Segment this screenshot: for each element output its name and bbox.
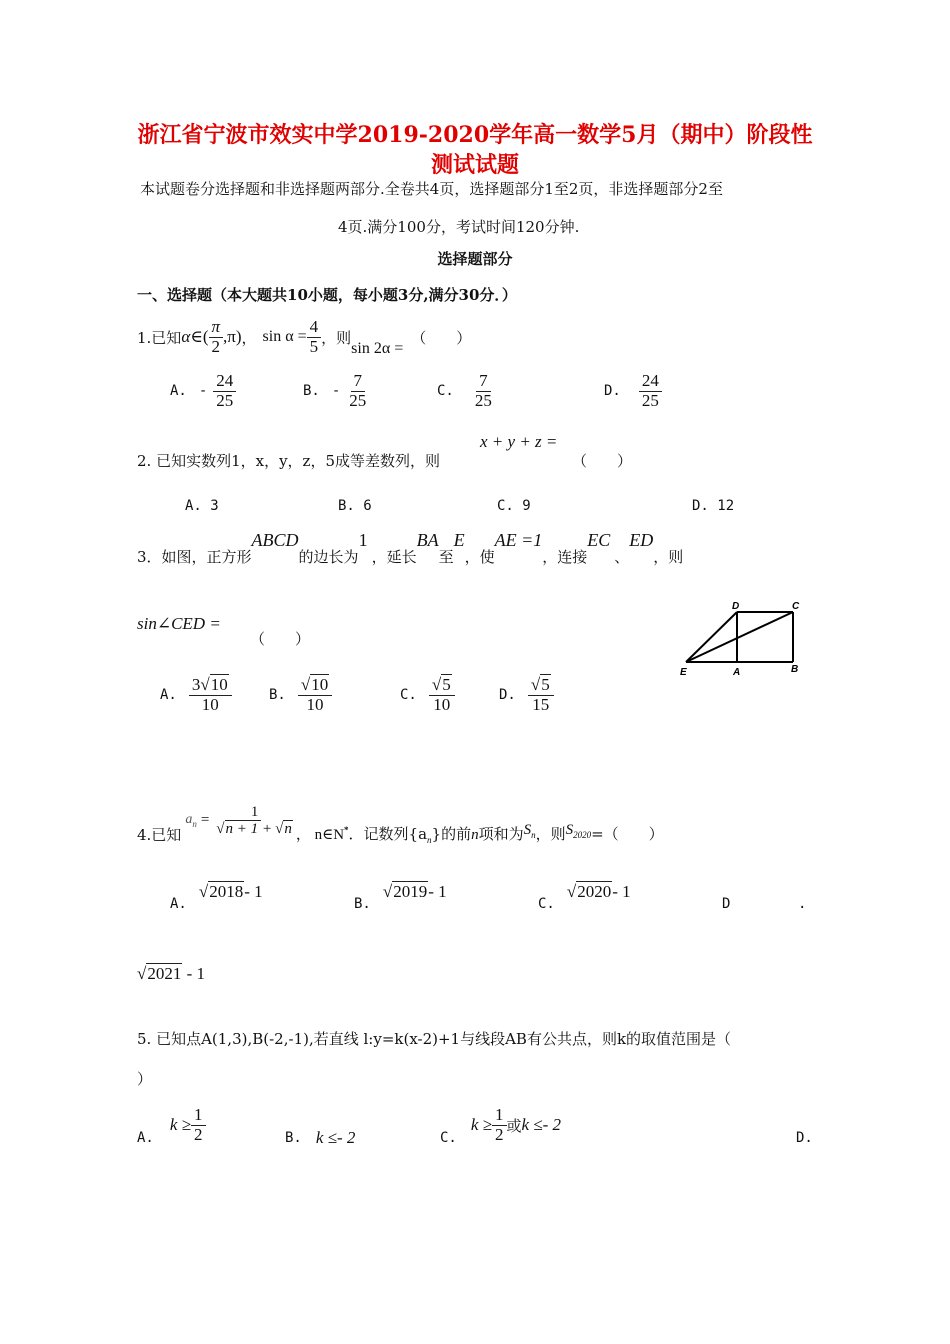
doc-title-line1: 浙江省宁波市效实中学2019-2020学年高一数学5月（期中）阶段性 <box>137 122 813 148</box>
q3-option-d[interactable]: D. $\frac{√5}{15}$ <box>499 676 554 714</box>
q3-option-b[interactable]: B. $\frac{√10}{10}$ <box>269 676 332 714</box>
q4-option-d-value[interactable]: √2021 - 1 <box>137 964 206 983</box>
q1-option-d-frac: $\frac{24}{25}$ <box>639 372 662 410</box>
part-heading: 一、选择题（本大题共10小题，每小题3分,满分30分．） <box>137 286 517 304</box>
q5-option-a[interactable]: A. k ≥ $\frac{1}{2}$ <box>137 1104 206 1146</box>
q4-option-c[interactable]: C. √2020 - 1 <box>538 882 631 912</box>
q1-option-b-frac: $\frac{7}{25}$ <box>349 371 367 410</box>
q1-paren: （ ） <box>411 328 472 347</box>
q4-option-d-label[interactable]: D <box>722 896 731 912</box>
q5-option-b[interactable]: B. k ≤- 2 <box>285 1128 356 1147</box>
q1-target: sin 2α = <box>351 340 404 358</box>
q1-comma: ， <box>241 328 257 347</box>
segment-ed <box>686 612 737 662</box>
q2-option-d[interactable]: D. 12 <box>692 498 735 514</box>
q1-option-c[interactable]: C. $\frac{7}{25}$ <box>437 372 495 410</box>
q5-option-d[interactable]: D. <box>796 1130 813 1146</box>
q1-sin-value: $\frac{4}{5}$ <box>307 318 322 356</box>
question-4: 4.已知 $a_n$ = $\frac{1}{√n + 1 + √n}$ ， n∈N* ．记数列$\{a_n\}$的前n项和为 $S_n$ ，则 $S_{2020}$ =（ ） <box>137 803 664 845</box>
doc-title-line2: 测试试题 <box>430 152 519 178</box>
q1-option-a[interactable]: A. - $\frac{24}{25}$ <box>170 372 236 410</box>
q1-alpha: α <box>181 327 191 347</box>
q3-target: sin∠CED = <box>137 614 221 633</box>
q1-option-d[interactable]: D. $\frac{24}{25}$ <box>604 372 662 410</box>
q4-option-a[interactable]: A. √2018 - 1 <box>170 882 263 912</box>
section-heading: 选择题部分 <box>437 250 513 268</box>
q3-option-b-frac: $\frac{√10}{10}$ <box>298 676 332 714</box>
q1-pi-tail: ,π) <box>223 327 242 347</box>
q3-square-figure <box>676 598 806 682</box>
q2-expr: x + y + z = <box>480 432 558 451</box>
intro-line1: 本试题卷分选择题和非选择题两部分.全卷共4页，选择题部分1至2页，非选择题部分2至 <box>140 180 723 198</box>
q2-option-b[interactable]: B. 6 <box>338 498 372 514</box>
q1-in: ∈( <box>190 327 209 347</box>
q1-prefix: 1.已知 <box>137 328 182 347</box>
q4-option-b[interactable]: B. √2019 - 1 <box>354 882 447 912</box>
label-b: B <box>791 664 799 675</box>
q3-option-d-frac: $\frac{√5}{15}$ <box>528 676 554 714</box>
q1-option-a-frac: $\frac{24}{25}$ <box>213 372 236 410</box>
q3-option-c-frac: $\frac{√5}{10}$ <box>429 676 455 714</box>
q5-text-line1: 5. 已知点A(1,3),B(-2,-1),若直线 l:y=k(x-2)+1与线段AB有公共点，则k的取值范围是（ <box>137 1030 732 1048</box>
segment-ec <box>686 612 793 662</box>
q2-option-a[interactable]: A. 3 <box>185 498 219 514</box>
q3-paren: （ ） <box>250 630 311 648</box>
q3-option-c[interactable]: C. $\frac{√5}{10}$ <box>400 676 455 714</box>
q5-text-line2: ） <box>137 1070 153 1088</box>
q5-option-c[interactable]: C. k ≥ $\frac{1}{2}$ 或 k ≤- 2 <box>440 1104 562 1146</box>
q3-option-a-frac: $\frac{3√10}{10}$ <box>189 676 232 714</box>
q1-option-c-frac: $\frac{7}{25}$ <box>474 371 492 410</box>
label-e: E <box>680 667 687 678</box>
q1-then: ，则 <box>321 328 352 347</box>
q2-option-c[interactable]: C. 9 <box>497 498 531 514</box>
label-c: C <box>792 601 800 612</box>
q2-text: 2. 已知实数列1，x，y，z，5成等差数列，则 <box>137 452 441 470</box>
question-1 <box>137 318 471 356</box>
q1-pi-half: $\frac{\pi}{2}$ <box>209 318 224 356</box>
q1-sin-alpha: sin α = <box>262 328 307 346</box>
q4-formula-frac: $\frac{1}{√n + 1 + √n}$ <box>216 803 292 837</box>
intro-line2: 4页.满分100分，考试时间120分钟. <box>338 218 580 236</box>
label-a: A <box>733 667 741 678</box>
q3-option-a[interactable]: A. $\frac{3√10}{10}$ <box>160 676 232 714</box>
q1-option-b[interactable]: B. - $\frac{7}{25}$ <box>303 372 369 410</box>
label-d: D <box>732 601 740 612</box>
question-3: 3．如图，正方形 ABCD 的边长为 1 ，延长 BA 至 E ，使 AE =1 ，连接 EC 、 ED ，则 <box>137 530 684 566</box>
q4-option-d-dot: . <box>798 896 807 912</box>
q2-paren: （ ） <box>572 452 633 470</box>
